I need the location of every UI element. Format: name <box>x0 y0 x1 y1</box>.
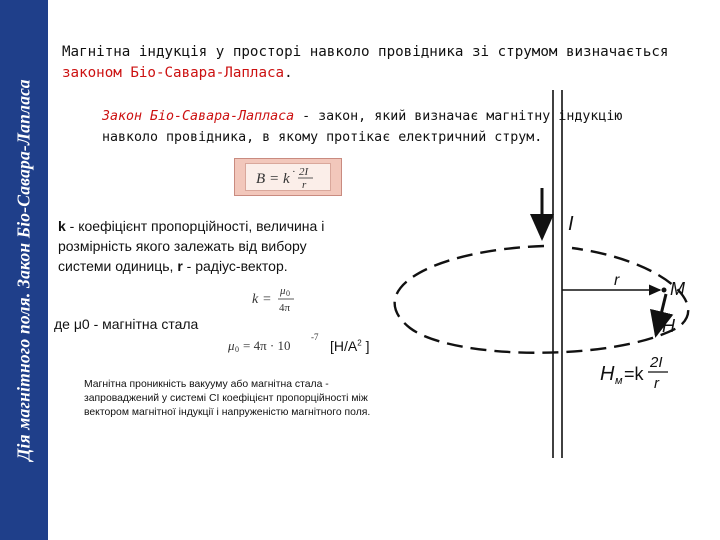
svg-text:H: H <box>600 363 615 385</box>
svg-text:2I: 2I <box>299 166 309 178</box>
intro-paragraph <box>62 42 712 84</box>
svg-text:0: 0 <box>235 345 239 354</box>
svg-text:B: B <box>256 171 266 187</box>
label-m: M <box>670 279 685 299</box>
svg-text:r: r <box>302 179 307 190</box>
label-r: r <box>614 272 620 289</box>
svg-text:м: м <box>615 375 623 387</box>
svg-text:4π: 4π <box>279 302 291 314</box>
svg-text:k: k <box>283 171 290 187</box>
mu-formula <box>226 332 326 356</box>
r-symbol: r <box>177 258 183 274</box>
sidebar-divider <box>48 0 50 540</box>
point-m <box>662 288 667 293</box>
unit-end: ] <box>361 338 370 354</box>
k-formula <box>248 282 308 316</box>
svg-text:=: = <box>263 292 271 307</box>
note-paragraph: Магнітна проникність вакууму або магнітна стала - запроваджений у системі СІ коефіцієнт пропорційності між вектором магнітної індукції і напруженістю магнітного поля. <box>84 379 371 418</box>
intro-highlight: законом Біо-Савара-Лапласа <box>62 65 285 81</box>
k-text-1: - коефіцієнт пропорційності, величина і розмірність якого залежать від вибору системи одиниць, <box>58 218 325 274</box>
svg-text:μ: μ <box>280 285 286 297</box>
svg-text:0: 0 <box>286 289 290 298</box>
field-line-ellipse <box>395 246 689 353</box>
hm-formula <box>600 354 668 392</box>
sidebar <box>0 0 48 540</box>
unit-superscript: 2 <box>357 338 362 348</box>
k-text-2: - радіус-вектор. <box>182 258 288 274</box>
svg-text:μ: μ <box>228 338 235 353</box>
mu-description: де μ0 - магнітна стала <box>54 316 199 332</box>
intro-text: Магнітна індукція у просторі навколо провідника зі струмом визначається <box>62 44 669 60</box>
definition-text: - закон, який визначає магнітну індукцію навколо провідника, в якому протікає електричний струм. <box>102 109 623 145</box>
svg-text:=k: =k <box>624 364 644 384</box>
unit-label <box>330 338 369 354</box>
main-formula-box <box>234 158 342 196</box>
intro-end: . <box>284 65 293 81</box>
main-formula <box>246 164 330 190</box>
svg-text:=: = <box>270 171 279 187</box>
svg-text:·: · <box>292 166 296 178</box>
svg-text:k: k <box>252 292 259 307</box>
k-symbol: k <box>58 218 66 234</box>
svg-text:2I: 2I <box>650 354 663 371</box>
svg-text:-7: -7 <box>311 332 319 342</box>
definition-term: Закон Біо-Савара-Лапласа <box>102 109 295 124</box>
label-i: I <box>568 213 574 235</box>
k-description <box>58 216 358 276</box>
label-h: H <box>662 316 675 336</box>
unit-text: [Н/А <box>330 338 358 354</box>
svg-text:= 4π · 10: = 4π · 10 <box>243 338 291 353</box>
sidebar-title: Дія магнітного поля. Закон Біо-Савара-Лапласа <box>13 79 34 461</box>
svg-text:r: r <box>654 375 659 392</box>
main-formula-inner <box>245 163 331 191</box>
magnetic-field-diagram <box>392 90 712 470</box>
